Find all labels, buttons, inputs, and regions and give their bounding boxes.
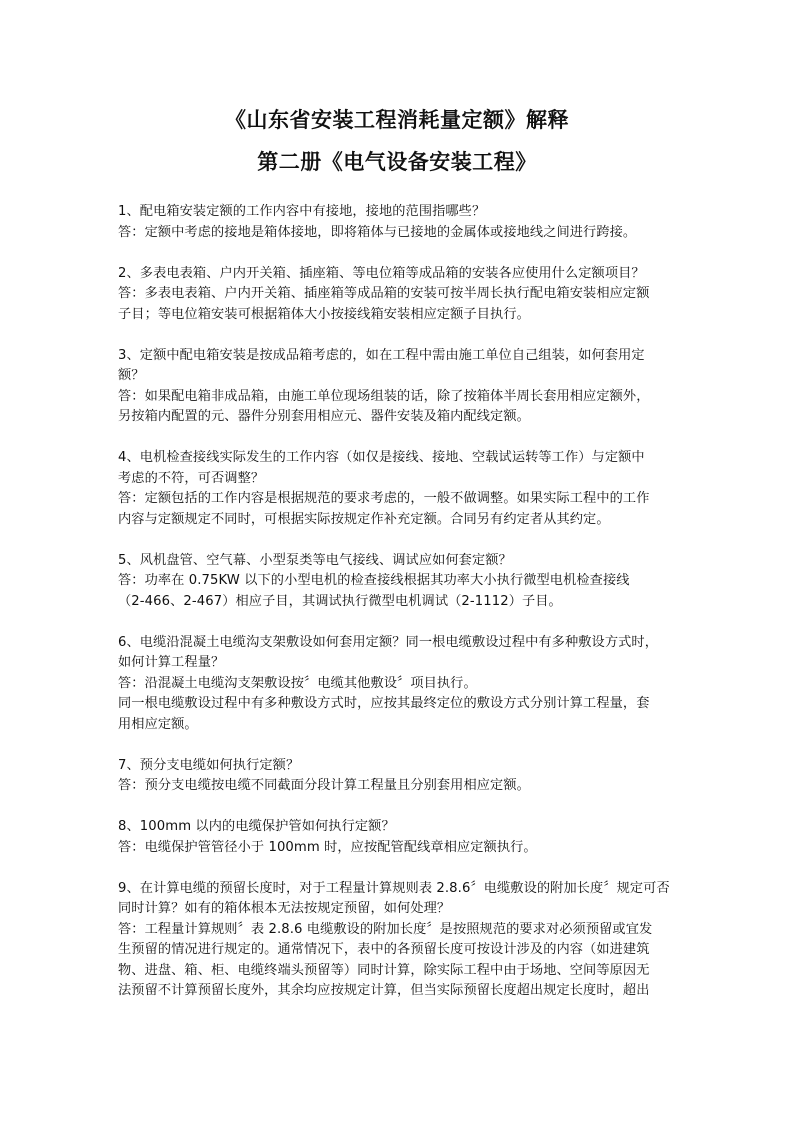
document-title: 《山东省安装工程消耗量定额》解释 [225,107,569,132]
qa-line: 答：功率在 0.75KW 以下的小型电机的检查接线根据其功率大小执行微型电机检查接线 [118,573,630,588]
qa-line: 1、配电箱安装定额的工作内容中有接地，接地的范围指哪些？ [118,204,486,219]
qa-item [118,756,680,797]
qa-item [118,264,680,326]
qa-item [118,817,680,858]
qa-line: 8、100mm 以内的电缆保护管如何执行定额？ [118,819,395,834]
qa-line: 7、预分支电缆如何执行定额？ [118,757,300,773]
qa-line: 考虑的不符，可否调整？ [118,470,265,486]
qa-item [118,448,680,530]
qa-line: 用相应定额。 [118,716,198,732]
qa-line: 答：电缆保护管管径小于 100mm 时，应按配管配线章相应定额执行。 [118,839,537,855]
qa-line: 答：工程量计算规则〞表 2.8.6 电缆敷设的附加长度〞是按照规范的要求对必须预留或宜发 [118,921,653,937]
qa-line: 答：定额中考虑的接地是箱体接地，即将箱体与已接地的金属体或接地线之间进行跨接。 [118,224,637,240]
qa-line: 法预留不计算预留长度外，其余均应按规定计算，但当实际预留长度超出规定长度时，超出 [118,983,650,998]
qa-item [118,879,680,1002]
qa-line: 答：如果配电箱非成品箱，由施工单位现场组装的话，除了按箱体半周长套用相应定额外， [118,388,650,404]
qa-line: 9、在计算电缆的预留长度时，对于工程量计算规则表 2.8.6〞电缆敷设的附加长度〞规定可否 [118,880,670,896]
qa-line: （2-466、2-467）相应子目，其调试执行微型电机调试（2-1112）子目。 [118,593,562,609]
qa-line: 3、定额中配电箱安装是按成品箱考虑的，如在工程中需由施工单位自己组装，如何套用定 [118,347,645,363]
qa-line: 同时计算？如有的箱体根本无法按规定预留，如何处理？ [118,901,451,916]
qa-line: 答：预分支电缆按电缆不同截面分段计算工程量且分别套用相应定额。 [118,778,530,793]
qa-line: 内容与定额规定不同时，可根据实际按规定作补充定额。合同另有约定者从其约定。 [118,511,610,527]
qa-line: 另按箱内配置的元、器件分别套用相应元、器件安装及箱内配线定额。 [118,409,530,424]
qa-item [118,551,680,613]
qa-line: 答：多表电表箱、户内开关箱、插座箱等成品箱的安装可按半周长执行配电箱安装相应定额 [118,286,650,301]
qa-line: 如何计算工程量？ [118,655,225,670]
document-subtitle: 第二册《电气设备安装工程》 [257,149,537,174]
qa-line: 4、电机检查接线实际发生的工作内容（如仅是接线、接地、空载试运转等工作）与定额中 [118,450,645,465]
qa-line: 6、电缆沿混凝土电缆沟支架敷设如何套用定额？同一根电缆敷设过程中有多种敷设方式时， [118,634,658,650]
qa-line: 生预留的情况进行规定的。通常情况下，表中的各预留长度可按设计涉及的内容（如进建筑 [118,942,650,957]
qa-line: 答：沿混凝土电缆沟支架敷设按〞电缆其他敷设〞项目执行。 [118,675,477,691]
qa-list [118,202,680,1022]
qa-item [118,202,680,243]
qa-line: 子目；等电位箱安装可根据箱体大小按接线箱安装相应定额子目执行。 [118,306,530,322]
qa-line: 额？ [118,368,145,383]
qa-item [118,346,680,428]
qa-line: 同一根电缆敷设过程中有多种敷设方式时，应按其最终定位的敷设方式分别计算工程量，套 [118,696,650,711]
qa-item [118,633,680,736]
qa-line: 物、进盘、箱、柜、电缆终端头预留等）同时计算，除实际工程中由于场地、空间等原因无 [118,962,650,978]
qa-line: 5、风机盘管、空气幕、小型泵类等电气接线、调试应如何套定额？ [118,552,512,568]
qa-line: 答：定额包括的工作内容是根据规范的要求考虑的，一般不做调整。如果实际工程中的工作 [118,491,650,506]
qa-line: 2、多表电表箱、户内开关箱、插座箱、等电位箱等成品箱的安装各应使用什么定额项目？ [118,265,645,281]
